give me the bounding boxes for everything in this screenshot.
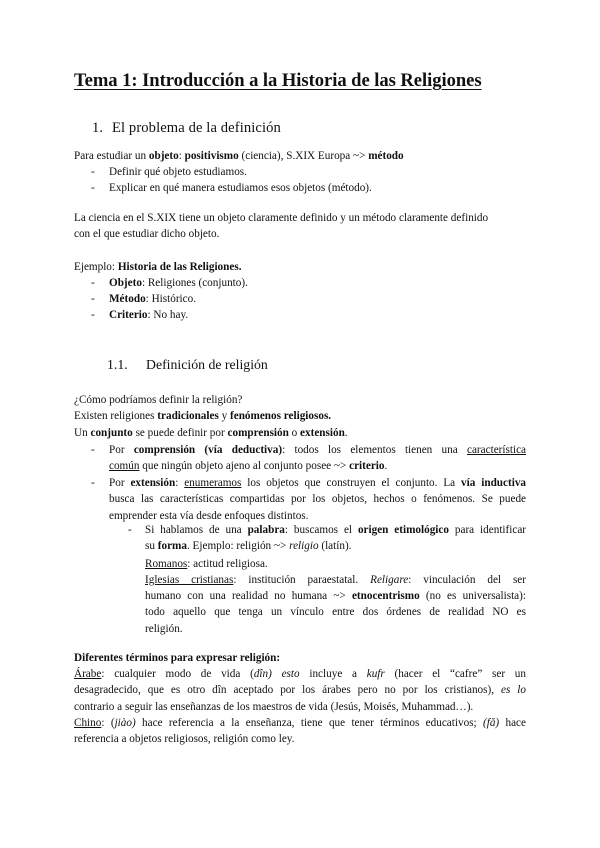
- text-line: emprender esta vía desde enfoques distintos.: [109, 509, 309, 522]
- bold-text: comprensión: [227, 427, 289, 439]
- text-line: [74, 715, 526, 731]
- text-run: su: [145, 540, 158, 553]
- bold-text: positivismo: [184, 150, 239, 162]
- bold-text: extensión: [300, 427, 345, 439]
- bold-text: etnocentrismo: [351, 590, 420, 603]
- text-run: hace referencia a la enseñanza, tiene que tener términos educativos;: [135, 717, 483, 729]
- text-run: .: [344, 427, 348, 439]
- text-run: Si hablamos de una: [145, 524, 248, 536]
- underlined-text: Romanos: [145, 557, 188, 570]
- text-line: [74, 666, 526, 682]
- text-run: : Histórico.: [145, 293, 197, 305]
- text-run: : actitud religiosa.: [187, 557, 268, 570]
- paragraph-arabe: [74, 666, 526, 715]
- underlined-text: Chino: [74, 717, 102, 729]
- bullet-dash: -: [91, 277, 95, 289]
- text-run: (ciencia), S.XIX Europa ~>: [238, 150, 369, 162]
- bullet-text-comprension: [109, 442, 526, 475]
- italic-text: dîn) esto: [253, 668, 300, 680]
- sub-bullet-dash: -: [128, 524, 132, 536]
- text-run: : cualquier modo de vida (: [101, 668, 254, 680]
- bold-text: objeto: [148, 150, 179, 162]
- bullet-text: [109, 275, 526, 291]
- text-run: : (: [101, 717, 115, 729]
- text-run: Un: [74, 427, 91, 439]
- paragraph-question: [74, 392, 526, 408]
- text-run: (latín).: [318, 540, 352, 553]
- text-line: [145, 572, 526, 588]
- underlined-text: característica: [467, 444, 526, 456]
- text-run: . Ejemplo: religión ~>: [186, 540, 290, 553]
- text-line: todo aquello que tenga un vínculo entre dos órdenes de realidad NO es: [145, 606, 526, 619]
- bullet-dash: -: [91, 309, 95, 321]
- underlined-text: Iglesias cristianas: [145, 573, 234, 586]
- text-run: hace: [499, 717, 526, 729]
- text-line: con el que estudiar dicho objeto.: [74, 228, 220, 241]
- bold-text: Historia de las Religiones.: [117, 261, 242, 273]
- text-run: (hacer el “cafre” ser un: [384, 668, 526, 680]
- text-run: : institución paraestatal.: [233, 573, 371, 586]
- underlined-text: enumeramos: [184, 477, 242, 489]
- paragraph-science: [74, 210, 526, 243]
- text-run: ¿Cómo podríamos definir la religión?: [74, 394, 243, 406]
- text-run: Por: [109, 444, 134, 456]
- text-run: y: [218, 410, 230, 422]
- bold-text: criterio: [349, 460, 385, 473]
- bold-text: origen etimológico: [357, 524, 449, 536]
- sub-bullet-text-palabra: [145, 522, 526, 637]
- italic-text: Religare: [370, 573, 409, 586]
- bold-text: vía inductiva: [461, 477, 527, 489]
- text-run: que ningún objeto ajeno al conjunto posee ~>: [139, 460, 350, 473]
- italic-text: jiào): [114, 717, 136, 729]
- bullet-dash: -: [91, 182, 95, 194]
- text-run: desagradecido, que es otro dîn aceptado por los árabes pero no por los cristianos): [74, 684, 492, 697]
- page-title: Tema 1: Introducción a la Historia de las Religiones: [74, 70, 482, 91]
- text-line: [145, 556, 526, 572]
- text-line: referencia a objetos religiosos, religión como ley.: [74, 733, 295, 746]
- bullet-text: [109, 307, 526, 323]
- bullet-text-extension: [109, 475, 526, 524]
- bold-text: forma: [157, 540, 187, 553]
- bullet-text: Definir qué objeto estudiamos.: [109, 166, 247, 178]
- text-line: [109, 458, 526, 474]
- text-run: :: [175, 477, 185, 489]
- text-line: [145, 538, 526, 554]
- subsection-number: 1.1.: [107, 357, 128, 372]
- paragraph-exist: [74, 408, 526, 424]
- text-line: La ciencia en el S.XIX tiene un objeto claramente definido y un método claramente definido: [74, 212, 489, 224]
- text-line: [109, 475, 526, 491]
- text-line: [145, 522, 526, 538]
- bold-text: conjunto: [90, 427, 133, 439]
- bold-text: método: [368, 150, 404, 162]
- text-line: busca las características compartidas por los objetos, hechos o fenómenos. Se puede: [109, 493, 526, 506]
- bold-text: comprensión (vía deductiva): [133, 444, 283, 456]
- text-line: contrario a seguir las enseñanzas de los maestros de vida (Jesús, Moisés, Muhammad…).: [74, 700, 474, 713]
- bullet-text: Explicar en qué manera estudiamos esos objetos (método).: [109, 182, 372, 194]
- text-run: : todos los elementos tienen una: [282, 444, 467, 456]
- text-run: :: [178, 150, 185, 162]
- section-title: El problema de la definición: [112, 120, 281, 136]
- italic-text: (fă): [482, 717, 500, 729]
- paragraph-example: [74, 259, 526, 275]
- text-run: o: [288, 427, 301, 439]
- bold-text: palabra: [247, 524, 285, 536]
- underlined-text: Árabe: [74, 668, 102, 680]
- text-line: [109, 442, 526, 458]
- text-line: [145, 588, 526, 604]
- text-run: se puede definir por: [132, 427, 228, 439]
- bullet-dash: -: [91, 293, 95, 305]
- bullet-text: [109, 291, 526, 307]
- text-line: [74, 682, 526, 698]
- bold-text: Criterio: [109, 309, 148, 321]
- text-run: los objetos que construyen el conjunto. La: [241, 477, 462, 489]
- section-number: 1.: [92, 120, 104, 136]
- bold-text: Diferentes términos para expresar religión:: [74, 652, 281, 664]
- bold-text: fenómenos religiosos.: [230, 410, 332, 422]
- text-run: : buscamos el: [284, 524, 358, 536]
- underlined-text: común: [109, 460, 140, 473]
- text-run: Por: [109, 477, 131, 489]
- text-run: Ejemplo:: [74, 261, 118, 273]
- paragraph-intro: [74, 148, 526, 164]
- bold-text: Método: [109, 293, 146, 305]
- italic-text: , es lo: [491, 684, 526, 697]
- subsection-title: Definición de religión: [146, 357, 268, 372]
- text-run: : vinculación del ser: [408, 573, 527, 586]
- italic-text: kufr: [366, 668, 385, 680]
- bullet-dash: -: [91, 166, 95, 178]
- text-line: religión.: [145, 622, 183, 635]
- text-run: Existen religiones: [74, 410, 158, 422]
- text-run: incluye a: [299, 668, 367, 680]
- bullet-dash: -: [91, 444, 95, 456]
- bullet-dash: -: [91, 477, 95, 489]
- text-run: .: [384, 460, 388, 473]
- paragraph-set: [74, 425, 526, 441]
- text-run: : Religiones (conjunto).: [141, 277, 248, 289]
- terms-heading: [74, 650, 526, 666]
- bold-text: tradicionales: [157, 410, 219, 422]
- text-run: Para estudiar un: [74, 150, 149, 162]
- text-run: humano con una realidad no humana ~>: [145, 590, 352, 603]
- text-run: (no es universalista):: [419, 590, 526, 603]
- text-run: para identificar: [448, 524, 527, 536]
- italic-text: religio: [289, 540, 319, 553]
- bold-text: extensión: [130, 477, 176, 489]
- paragraph-chino: [74, 715, 526, 748]
- bold-text: Objeto: [109, 277, 142, 289]
- text-run: : No hay.: [147, 309, 189, 321]
